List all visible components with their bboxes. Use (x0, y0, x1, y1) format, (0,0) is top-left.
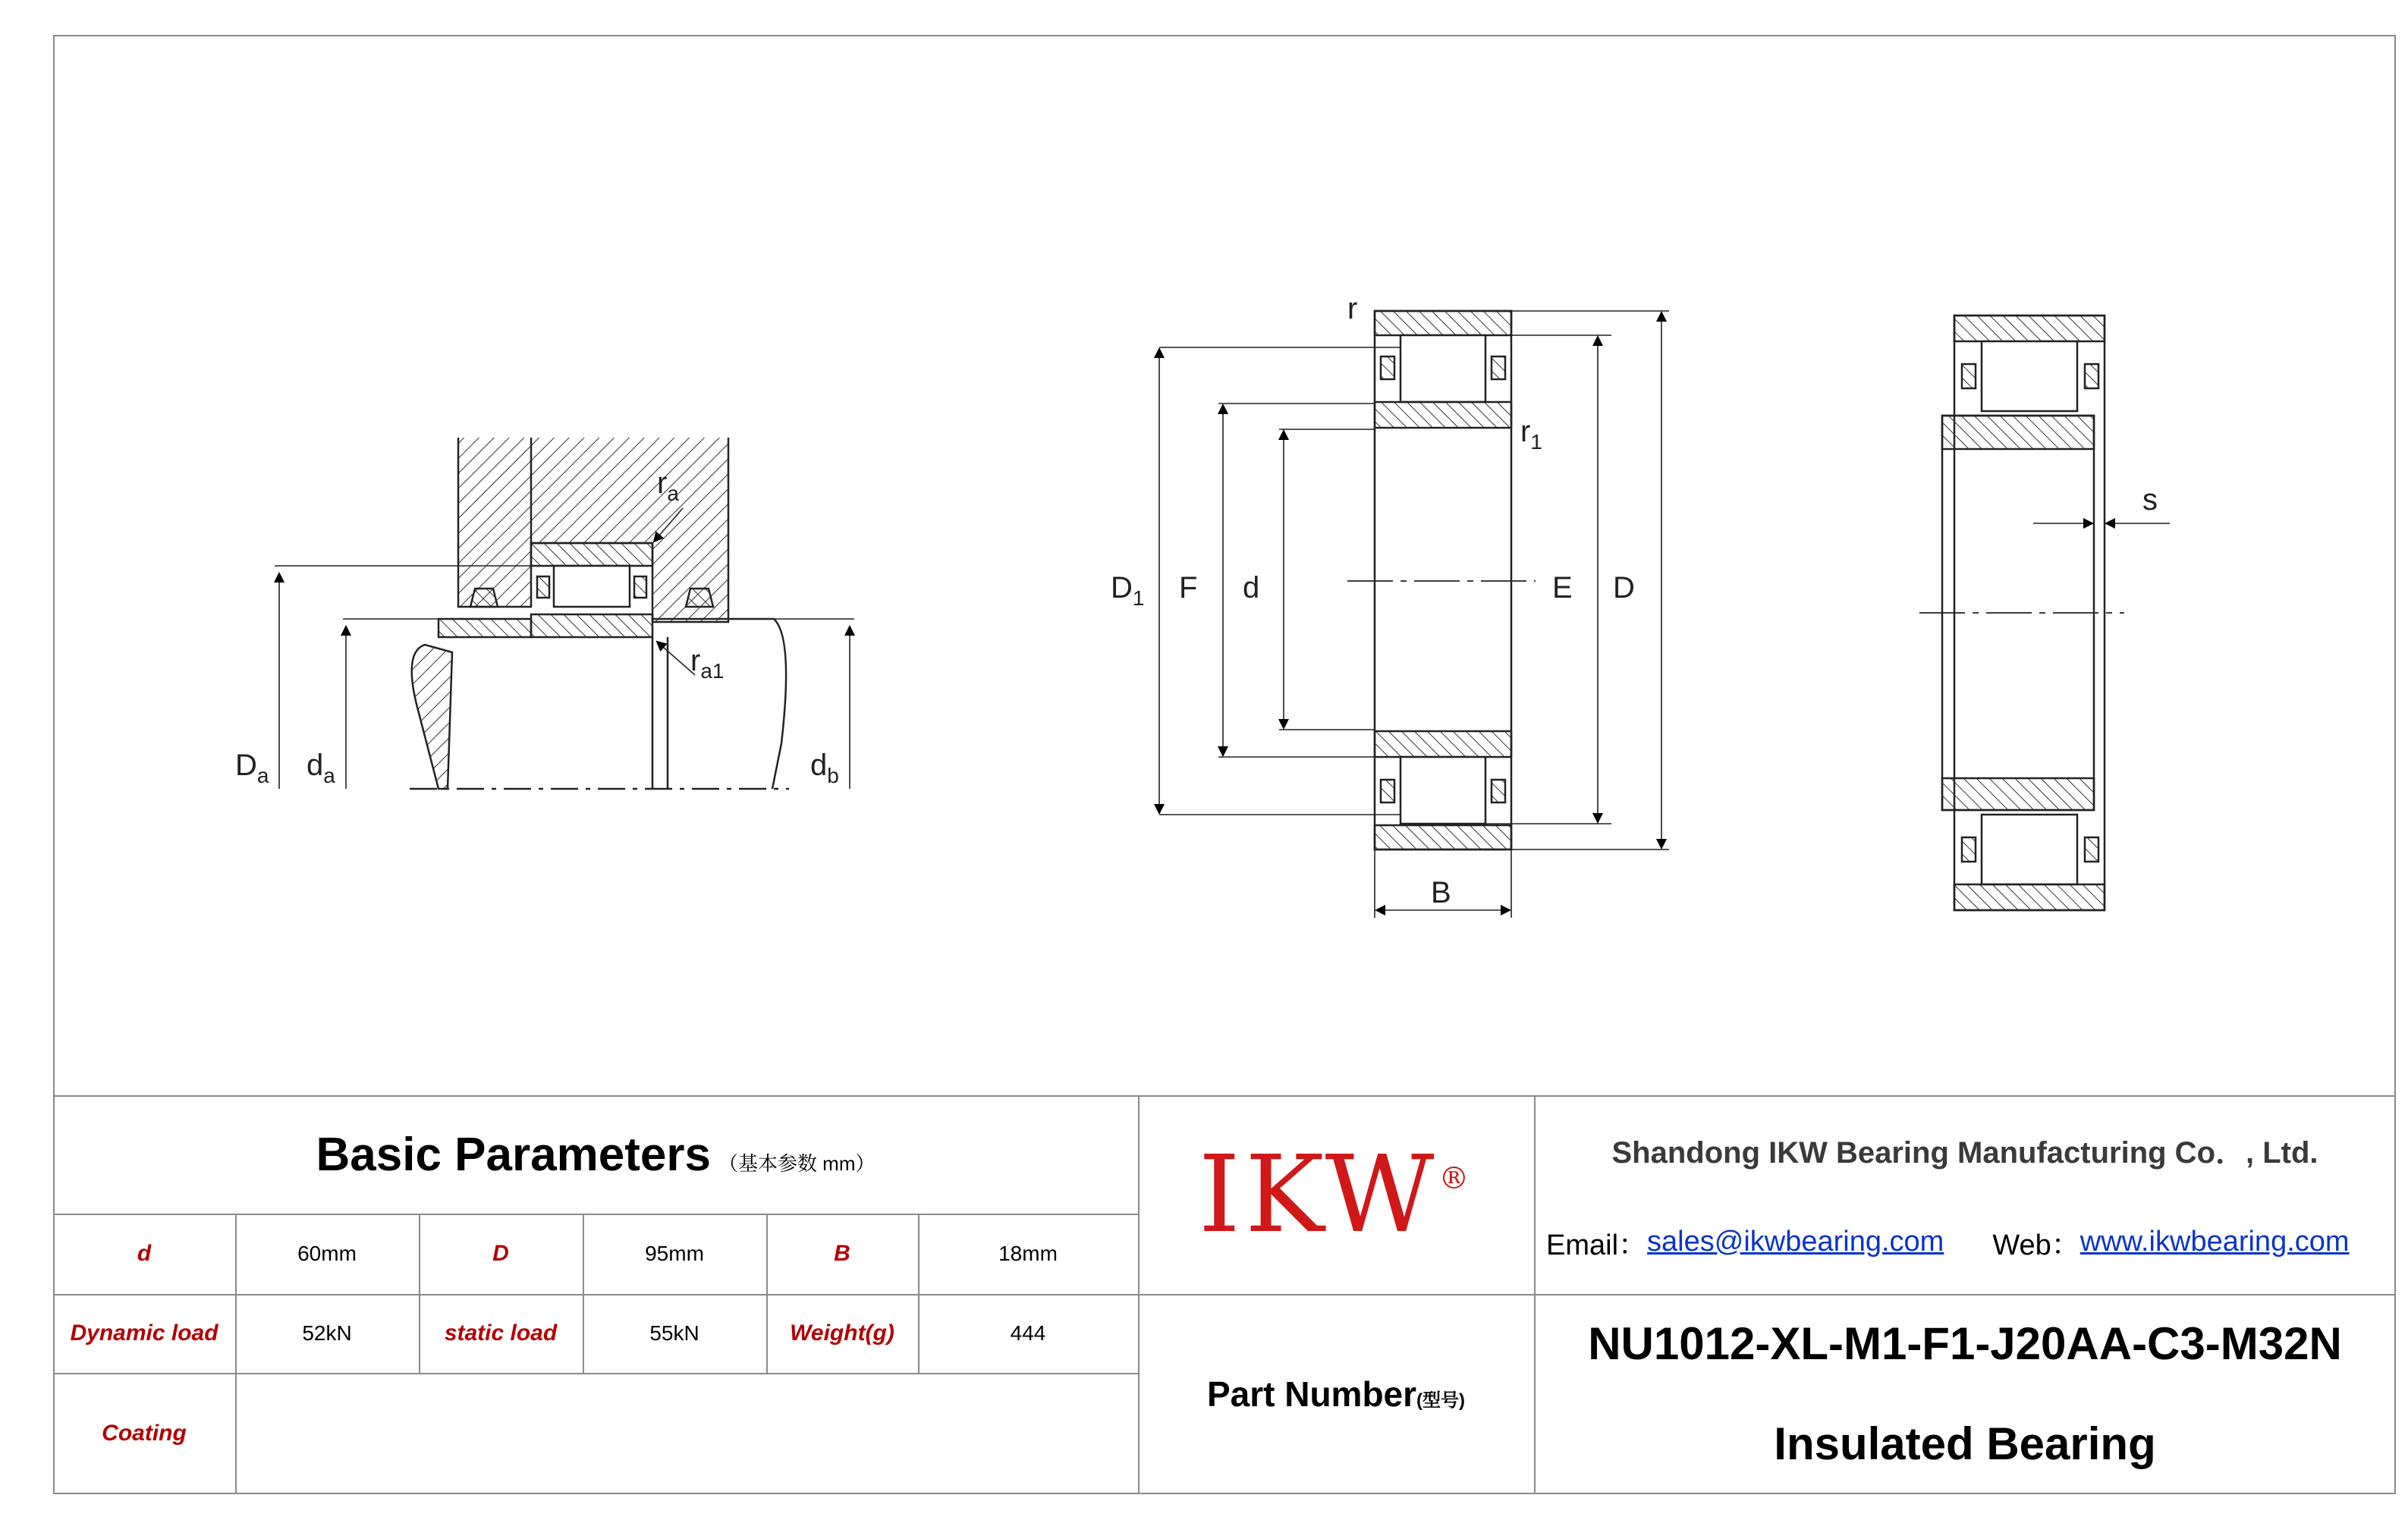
label-r1: $r_1$ (1520, 415, 1542, 454)
weight-value: 444 (1010, 1321, 1046, 1345)
logo-text: IKW (1198, 1132, 1439, 1257)
label-D1: $D_1$ (1111, 571, 1145, 610)
param-B-label: B (834, 1241, 850, 1266)
label-F: F (1179, 571, 1198, 605)
label-B: B (1431, 876, 1451, 909)
label-E: E (1552, 571, 1573, 605)
label-s: s (2142, 483, 2158, 517)
param-d-label: d (137, 1241, 152, 1266)
label-db: $d_b$ (810, 749, 839, 787)
web-label: Web： (1992, 1229, 2080, 1261)
static-load-value: 55kN (649, 1321, 699, 1345)
coating-value (235, 1373, 1138, 1494)
email-label: Email： (1546, 1229, 1648, 1261)
label-Da: $D_a$ (235, 749, 269, 787)
web-link[interactable]: www.ikwbearing.com (2079, 1225, 2350, 1258)
label-da: $d_a$ (307, 749, 335, 787)
param-D-value: 95mm (645, 1242, 704, 1265)
basic-parameters-header (53, 1095, 1138, 1214)
part-model-number: NU1012-XL-M1-F1-J20AA-C3-M32N (1588, 1317, 2342, 1369)
basic-parameters-title: Basic Parameters (316, 1128, 711, 1181)
contact-line (1534, 1189, 2396, 1294)
param-d-value: 60mm (297, 1242, 357, 1265)
part-description: Insulated Bearing (1774, 1418, 2156, 1469)
label-r: r (1347, 292, 1358, 325)
mounting-view (275, 438, 854, 789)
email-link[interactable]: sales@ikwbearing.com (1647, 1225, 1944, 1258)
ikw-logo (1138, 1095, 1534, 1294)
coating-label: Coating (102, 1421, 187, 1446)
part-number-label: Part Number (1206, 1374, 1417, 1414)
section-view-labels (1111, 292, 1635, 909)
label-ra: $r_a$ (657, 466, 679, 505)
label-d: d (1243, 571, 1260, 605)
dynamic-load-value: 52kN (302, 1321, 352, 1345)
part-number-label-cell (1138, 1294, 1534, 1494)
title-block (53, 1095, 2396, 1494)
weight-label: Weight(g) (790, 1321, 894, 1346)
basic-parameters-unit: （基本参数 mm） (718, 1151, 875, 1175)
param-D-label: D (492, 1241, 509, 1266)
static-load-label: static load (444, 1321, 558, 1346)
part-number-label-sub: (型号) (1416, 1390, 1466, 1411)
label-D: D (1613, 571, 1635, 605)
offset-view (1919, 316, 2170, 910)
company-name: Shandong IKW Bearing Manufacturing Co．, Ltd. (1611, 1135, 2318, 1170)
param-B-value: 18mm (998, 1242, 1058, 1265)
registered-mark: ® (1438, 1160, 1474, 1196)
label-ra1: $r_{a1}$ (690, 644, 725, 683)
section-view (1159, 311, 1669, 918)
dynamic-load-label: Dynamic load (70, 1321, 218, 1346)
